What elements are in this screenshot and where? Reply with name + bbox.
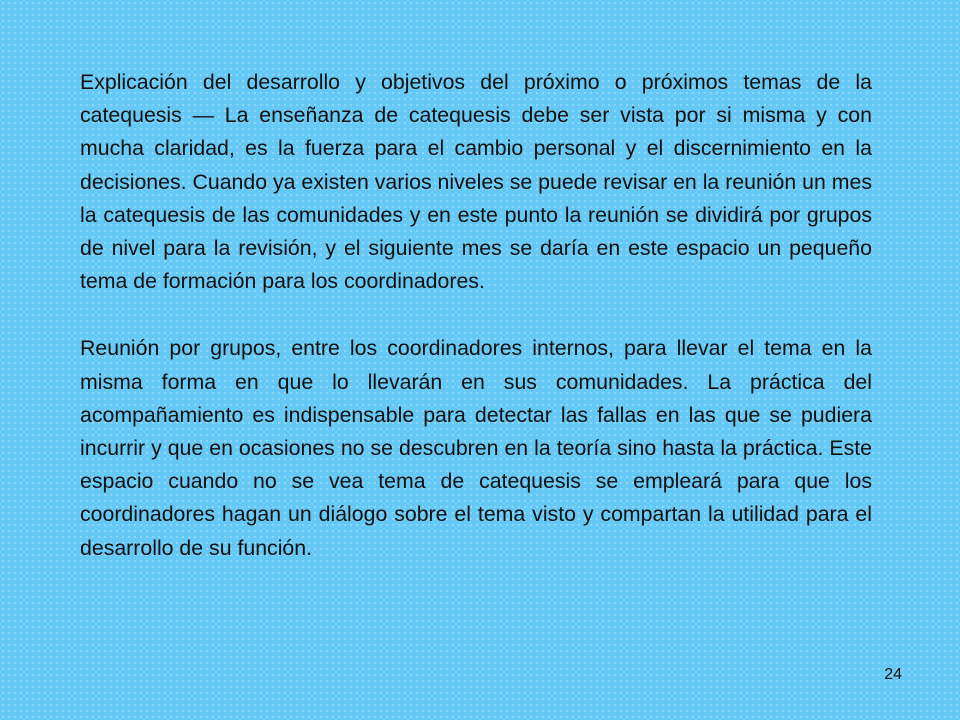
- page-number: 24: [884, 666, 902, 683]
- slide-body: [80, 66, 872, 565]
- paragraph-group-meeting: Reunión por grupos, entre los coordinadores internos, para llevar el tema en la misma forma en que lo llevarán en sus comunidades. La práctica del acompañamiento es indispensable para detectar las fallas en las que se pudiera incurrir y que en ocasiones no se descubren en la teoría sino hasta la práctica. Este espacio cuando no se vea tema de catequesis se empleará para que los coordinadores hagan un diálogo sobre el tema visto y compartan la utilidad para el desarrollo de su función.: [80, 336, 872, 560]
- paragraph-catequesis-explanation: Explicación del desarrollo y objetivos del próximo o próximos temas de la catequesis — La enseñanza de catequesis debe ser vista por si misma y con mucha claridad, es la fuerza para el cambio personal y el discernimiento en la decisiones. Cuando ya existen varios niveles se puede revisar en la reunión un mes la catequesis de las comunidades y en este punto la reunión se dividirá por grupos de nivel para la revisión, y el siguiente mes se daría en este espacio un pequeño tema de formación para los coordinadores.: [80, 70, 872, 294]
